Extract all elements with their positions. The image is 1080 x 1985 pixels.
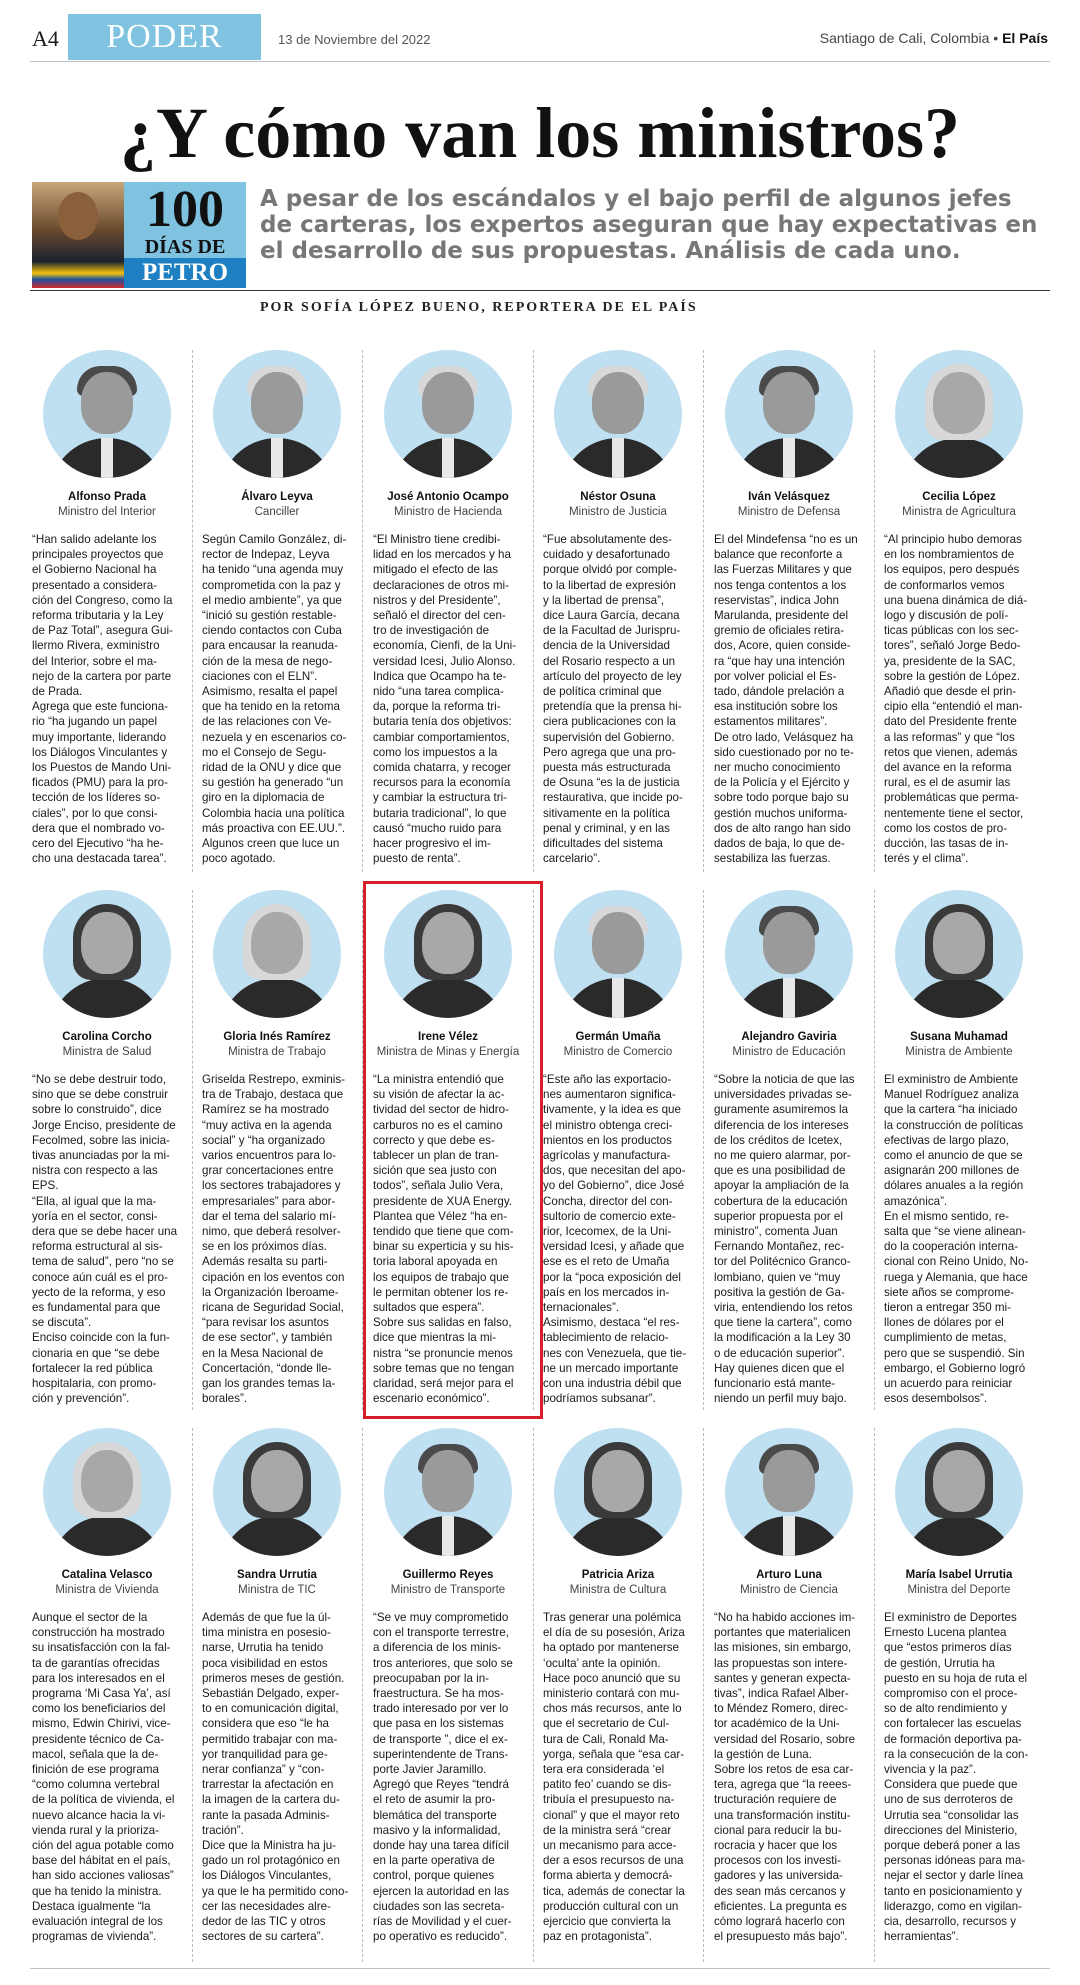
minister-name: Sandra Urrutia [237, 1569, 317, 1581]
minister-role: Ministra de Minas y Energía [376, 1046, 520, 1058]
minister-name: José Antonio Ocampo [387, 491, 509, 503]
petro-photo-icon [32, 182, 124, 288]
minister-role: Ministra de TIC [238, 1584, 316, 1596]
minister-role: Ministra de Trabajo [228, 1046, 326, 1058]
minister-role: Ministro del Interior [58, 506, 156, 518]
column-divider [703, 1428, 704, 1962]
portrait-cecilia-lopez-icon [895, 350, 1023, 478]
minister-assessment: “Al principio hubo demoras en los nombramientos de los equipos, pero después de conformarlos vemos una buena dinámica de diá- logo y discusión de polí- ticas públicas con los sec- tores”, señaló Jorge Bedo- ya, presidente de la SAC, sobre la gestión de López. Añadió que desde el prin- cipio ella “entendió el man- dato del Presidente frente a las reformas” y que “los retos que vienen, además del avance en la reforma rural, es el de asumir las problemáticas que perma- nentemente tiene el sector, como los costos de pro- ducción, las tasas de in- terés y el clima”. [884, 533, 1028, 866]
minister-role: Ministra de Ambiente [905, 1046, 1013, 1058]
portrait-alejandro-gaviria-icon [725, 890, 853, 1018]
minister-assessment: “El Ministro tiene credibi- lidad en los mercados y ha mitigado el efecto de las declaraciones de otros mi- nistros y del Presidente”, señaló el director del cen- tro de investigación de economía, Cienfi, de la Uni- versidad Icesi, Julio Alonso. Indica que Ocampo ha te- nido “una tarea complica- da, porque la reforma tri- butaria tenía dos objetivos: cambiar comportamientos, como los impuestos a la comida chatarra, y recoger recursos para la economía y cambiar la estructura tri- butaria tradicional”, lo que causó “mucho ruido para hacer progresivo el im- puesto de renta”. [373, 533, 517, 866]
minister-role: Ministra de Salud [62, 1046, 152, 1058]
portrait-guillermo-reyes-icon [384, 1428, 512, 1556]
column-divider [362, 1428, 363, 1962]
footer-divider [30, 1968, 1050, 1969]
minister-name: Germán Umaña [575, 1031, 661, 1043]
minister-assessment: Griselda Restrepo, exminis- tra de Trabajo, destaca que Ramírez se ha mostrado “muy activa en la agenda social” y “ha organizado varios encuentros para lo- grar concertaciones entre los sectores trabajadores y empresariales” para abor- dar el tema del salario mí- nimo, que deberá resolver- se en los próximos días. Además resalta su parti- cipación en los eventos con la Organización Iberoame- ricana de Seguridad Social, “para revisar los asuntos de ese sector”, y también en la Mesa Nacional de Concertación, “donde lle- gan los grandes temas la- borales”. [202, 1073, 346, 1406]
column-divider [533, 1428, 534, 1962]
minister-role: Ministro de Comercio [563, 1046, 673, 1058]
portrait-gloria-ines-ramirez-icon [213, 890, 341, 1018]
minister-assessment: Aunque el sector de la construcción ha mostrado su insatisfacción con la fal- ta de garantías ofrecidas para los interesados en el programa ‘Mi Casa Ya’, así como los beneficiarios del mismo, Edwin Chirivi, vice- presidente técnico de Ca- macol, señala que la de- finición de ese programa “como columna vertebral de la política de vivienda, el nuevo alcance hacia la vi- vienda rural y la prioriza- ción del agua potable como base del hábitat en el país, han sido acciones valiosas” que ha tenido la ministra. Destaca igualmente “la evaluación integral de los programas de vivienda”. [32, 1611, 175, 1944]
minister-role: Ministro de Ciencia [740, 1584, 838, 1596]
minister-name: Néstor Osuna [580, 491, 656, 503]
minister-role: Ministro de Transporte [390, 1584, 506, 1596]
publication-name: El País [1002, 30, 1048, 46]
portrait-german-umana-icon [554, 890, 682, 1018]
deck-divider [30, 290, 1050, 291]
highlight-box [363, 881, 543, 1419]
byline: POR SOFÍA LÓPEZ BUENO, REPORTERA DE EL PAÍS [260, 300, 698, 315]
minister-role: Ministro de Educación [732, 1046, 846, 1058]
minister-assessment: “No ha habido acciones im- portantes que materialicen las misiones, sin embargo, las propuestas son intere- santes y generan expecta- tivas”, indica Rafael Alber- to Méndez Romero, direc- tor académico de la Uni- versidad del Rosario, sobre la gestión de Luna. Sobre los retos de esa car- tera, agrega que “la reees- tructuración requiere de una transformación institu- cional para reducir la bu- rocracia y hacer que los procesos con los investi- gadores y las universida- des sean más cercanos y eficientes. La pregunta es cómo logrará hacerlo con el presupuesto más bajo”. [714, 1611, 856, 1944]
minister-name: Guillermo Reyes [402, 1569, 494, 1581]
minister-name: Cecilia López [922, 491, 996, 503]
minister-assessment: Según Camilo González, di- rector de Indepaz, Leyva ha tenido “una agenda muy comprometida con la paz y el medio ambiente”, ya que “inició su gestión restable- ciendo contactos con Cuba para encausar la reanuda- ción de la mesa de nego- ciaciones con el ELN”. Asimismo, resalta el papel que ha tenido en la retoma de las relaciones con Ve- nezuela y en escenarios co- mo el Consejo de Segu- ridad de la ONU y dice que su gestión ha generado “un giro en la diplomacia de Colombia hacia una política más proactiva con EE.UU.”. Algunos creen que luce un poco agotado. [202, 533, 347, 866]
column-divider [874, 1428, 875, 1962]
100-dias-logo [32, 182, 246, 288]
minister-name: Álvaro Leyva [241, 491, 313, 503]
page-number: A4 [32, 26, 59, 51]
minister-role: Ministro de Justicia [569, 506, 667, 518]
column-divider [703, 350, 704, 872]
minister-name: María Isabel Urrutia [905, 1569, 1013, 1581]
minister-assessment: “Sobre la noticia de que las universidades privadas se- guramente asumiremos la diferencia de los intereses de los créditos de Icetex, no me quiero alarmar, por- que es una posibilidad de apoyar la ampliación de la cobertura de la educación superior propuesta por el ministro”, comenta Juan Fernando Montañez, rec- tor del Politécnico Granco- lombiano, quien ve “muy positiva la gestión de Ga- viria, entendiendo los retos que tiene la cartera”, como la modificación a la Ley 30 o de educación superior”. Hay quienes dicen que el funcionario está mante- niendo un perfil muy bajo. [714, 1073, 855, 1406]
column-divider [703, 890, 704, 1410]
minister-role: Ministra de Agricultura [902, 506, 1016, 518]
minister-name: Patricia Ariza [581, 1569, 655, 1581]
minister-name: Irene Vélez [417, 1031, 479, 1043]
minister-role: Canciller [254, 506, 300, 518]
portrait-jose-antonio-ocampo-icon [384, 350, 512, 478]
portrait-catalina-velasco-icon [43, 1428, 171, 1556]
issue-date: 13 de Noviembre del 2022 [278, 32, 431, 47]
minister-assessment: El exministro de Deportes Ernesto Lucena plantea que “estos primeros días de gestión, Urrutia ha puesto en su hoja de ruta el compromiso con el proce- so de alto rendimiento y con fortalecer las escuelas de formación deportiva pa- ra la consecución de la con- vivencia y la paz”. Considera que puede que uno de sus derroteros de Urrutia sea “consolidar las direcciones del Ministerio, porque deberá poner a las personas idóneas para ma- nejar el sector y darle línea tanto en posicionamiento y liderazgo, como en vigilan- cia, desarrollo, recursos y herramientas”. [884, 1611, 1029, 1944]
column-divider [874, 890, 875, 1410]
page-header [30, 14, 1050, 62]
dateline: Santiago de Cali, Colombia • El País [819, 30, 1048, 46]
minister-name: Carolina Corcho [62, 1031, 152, 1043]
column-divider [362, 350, 363, 872]
logo-petro: PETRO [124, 258, 246, 288]
minister-assessment: “No se debe destruir todo, sino que se debe construir sobre lo construido”, dice Jorge Enciso, presidente de Fecolmed, sobre las inicia- tivas anunciadas por la mi- nistra con respecto a las EPS. “Ella, al igual que la ma- yoría en el sector, consi- dera que se debe hacer una reforma estructural al sis- tema de salud”, pero “no se conoce aún cuál es el pro- yecto de la reforma, y eso es fundamental para que se discuta”. Enciso coincide con la fun- cionaria en que “se debe fortalecer la red pública hospitalaria, con promo- ción y prevención”. [32, 1073, 178, 1406]
column-divider [192, 350, 193, 872]
minister-name: Alejandro Gaviria [741, 1031, 837, 1043]
minister-assessment: “La ministra entendió que su visión de afectar la ac- tividad del sector de hidro- carburos no es el camino correcto y que debe es- tablecer un plan de tran- sición que sea justo con todos”, señala Julio Vera, presidente de XUA Energy. Plantea que Vélez “ha en- tendido que tiene que com- binar su experticia y su his- toria laboral apoyada en los equipos de trabajo que le permitan obtener los re- sultados que espera”. Sobre sus salidas en falso, dice que mientras la mi- nistra “se pronuncie menos sobre temas que no tengan claridad, será mejor para el escenario económico”. [373, 1073, 515, 1406]
minister-role: Ministra de Vivienda [55, 1584, 159, 1596]
portrait-alvaro-leyva-icon [213, 350, 341, 478]
minister-assessment: Tras generar una polémica el día de su posesión, Ariza ha optado por mantenerse ‘oculta’ ante la opinión. Hace poco anunció que su ministerio contará con mu- chos más recursos, ante lo que el secretario de Cul- tura de Cali, Ronald Ma- yorga, señala que “esa car- tera era considerada ‘el patito feo’ cuando se dis- tribuía el presupuesto na- cional” y que el mayor reto de la ministra será “crear un mecanismo para acce- der a esos recursos de una forma abierta y democrá- tica, además de conectar la producción cultural con un ejercicio que convierta la paz en protagonista”. [543, 1611, 685, 1944]
portrait-patricia-ariza-icon [554, 1428, 682, 1556]
minister-role: Ministra de Cultura [569, 1584, 667, 1596]
portrait-alfonso-prada-icon [43, 350, 171, 478]
logo-dias: DÍAS DE [144, 236, 226, 258]
location: Santiago de Cali, Colombia [819, 30, 990, 46]
logo-number: 100 [146, 182, 224, 238]
minister-assessment: Además de que fue la úl- tima ministra en posesio- narse, Urrutia ha tenido poca visibilidad en estos primeros meses de gestión. Sebastián Delgado, exper- to en comunicación digital, considera que eso “le ha permitido trabajar con ma- yor tranquilidad para ge- nerar confianza” y “con- trarrestar la afectación en la imagen de la cartera du- rante la pasada Adminis- tración”. Dice que la Ministra ha ju- gado un rol protagónico en los Diálogos Vinculantes, ya que le ha permitido cono- cer las necesidades alre- dedor de las TIC y otros sectores de su cartera”. [202, 1611, 349, 1944]
column-divider [192, 890, 193, 1410]
minister-assessment: “Se ve muy comprometido con el transporte terrestre, a diferencia de los minis- tros anteriores, que solo se preocupaban por la in- fraestructura. Se ha mos- trado interesado por ver lo que pasa en los sistemas de transporte ”, dice el ex- superintendente de Trans- porte Javier Jaramillo. Agregó que Reyes “tendrá el reto de asumir la pro- blemática del transporte masivo y la informalidad, donde hay una tarea difícil en la parte operativa de control, porque quienes ejercen la autoridad en las ciudades son las secreta- rías de Movilidad y el cuer- po operativo es reducido”. [373, 1611, 513, 1944]
portrait-maria-isabel-urrutia-icon [895, 1428, 1023, 1556]
portrait-sandra-urrutia-icon [213, 1428, 341, 1556]
minister-name: Alfonso Prada [68, 491, 146, 503]
minister-name: Susana Muhamad [910, 1031, 1008, 1043]
column-divider [874, 350, 875, 872]
minister-role: Ministra del Deporte [907, 1584, 1011, 1596]
minister-name: Arturo Luna [756, 1569, 822, 1581]
minister-assessment: “Este año las exportacio- nes aumentaron significa- tivamente, y la idea es que el ministro obtenga creci- mientos en los productos agrícolas y manufactura- dos, que necesitan del apo- yo del Gobierno”, dice José Concha, director del con- sultorio de comercio exte- rior, Icecomex, de la Uni- versidad Icesi, y añade que ese es el reto de Umaña por la “poca exposición del país en los mercados in- ternacionales”. Asimismo, destaca “el res- tablecimiento de relacio- nes con Venezuela, que tie- ne un mercado importante con una industria débil que podríamos subsanar”. [543, 1073, 687, 1406]
minister-role: Ministro de Hacienda [393, 506, 503, 518]
column-divider [533, 350, 534, 872]
minister-assessment: “Fue absolutamente des- cuidado y desafortunado porque olvidó por comple- to la libertad de expresión y la libertad de prensa”, dice Laura García, decana de la Facultad de Jurispru- dencia de la Universidad del Rosario respecto a un artículo del proyecto de ley de política criminal que pretendía que la prensa hi- ciera publicaciones con la supervisión del Gobierno. Pero agrega que una pro- puesta más estructurada de Osuna “es la de justicia restaurativa, que incide po- sitivamente en la política penal y criminal, y en las dificultades del sistema carcelario”. [543, 533, 683, 866]
headline: ¿Y cómo van los ministros? [119, 93, 961, 173]
article-deck: A pesar de los escándalos y el bajo perfil de algunos jefes de carteras, los expertos aseguran que hay expectativas en el desarrollo de sus propuestas. Análisis de cada uno. [260, 186, 1038, 264]
portrait-ivan-velasquez-icon [725, 350, 853, 478]
minister-role: Ministro de Defensa [737, 506, 841, 518]
minister-name: Catalina Velasco [61, 1569, 153, 1581]
minister-name: Iván Velásquez [748, 491, 830, 503]
minister-assessment: El del Mindefensa “no es un balance que reconforte a las Fuerzas Militares y que nos tenga contentos a los reservistas”, indica John Marulanda, presidente del gremio de oficiales retira- dos, Acore, quien conside- ra “que hay una intención por volver policial el Es- tado, dándole prelación a esa institución sobre los estamentos militares”. De otro lado, Velásquez ha sido cuestionado por no te- ner mucho conocimiento de la Policía y el Ejército y sobre todo porque bajo su gestión muchos uniforma- dos de alto rango han sido dados de baja, lo que de- sestabiliza las fuerzas. [714, 533, 858, 866]
minister-assessment: El exministro de Ambiente Manuel Rodríguez analiza que la cartera “ha iniciado la construcción de políticas efectivas de largo plazo, como el anuncio de que se asignarán 200 millones de dólares anuales a la región amazónica”. En el mismo sentido, re- salta que “se viene alinean- do la cooperación interna- cional con Reino Unido, No- ruega y Alemania, que hace siete años se comprome- tieron a entregar 350 mi- llones de dólares por el cumplimiento de metas, pero que se suspendió. Sin embargo, el Gobierno logró un acuerdo para reiniciar esos desembolsos”. [884, 1073, 1029, 1406]
minister-assessment: “Han salido adelante los principales proyectos que el Gobierno Nacional ha presentado a considera- ción del Congreso, como la reforma tributaria y la Ley de Paz Total”, asegura Gui- llermo Rivera, exministro del Interior, sobre el ma- nejo de la cartera por parte de Prada. Agrega que este funciona- rio “ha jugando un papel muy importante, liderando los Diálogos Vinculantes y los Puestos de Mando Uni- ficados (PMU) para la pro- tección de los líderes so- ciales”, por lo que consi- dera que el nombrado vo- cero del Ejecutivo “ha he- cho una destacada tarea”. [32, 533, 173, 866]
portrait-nestor-osuna-icon [554, 350, 682, 478]
minister-name: Gloria Inés Ramírez [223, 1031, 331, 1043]
portrait-arturo-luna-icon [725, 1428, 853, 1556]
portrait-susana-muhamad-icon [895, 890, 1023, 1018]
portrait-carolina-corcho-icon [43, 890, 171, 1018]
section-label: PODER [68, 14, 261, 60]
column-divider [192, 1428, 193, 1962]
